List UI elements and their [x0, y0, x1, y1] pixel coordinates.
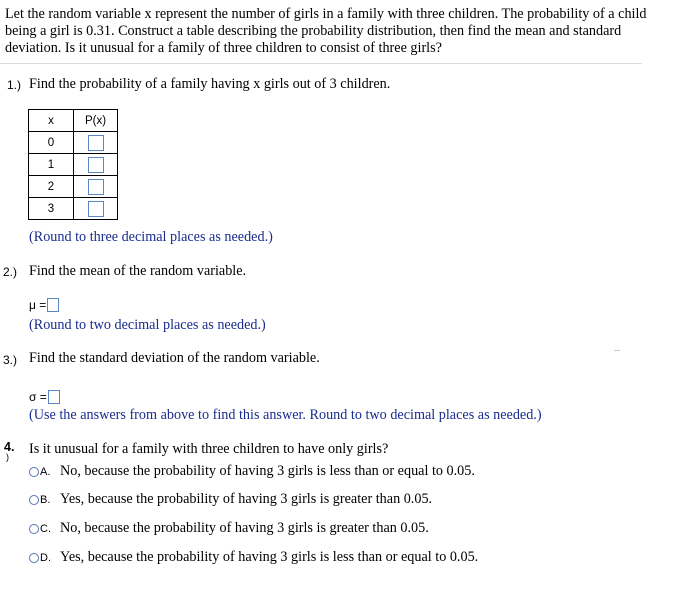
radio-c[interactable] [29, 524, 39, 534]
radio-a[interactable] [29, 467, 39, 477]
p-x2-input[interactable] [88, 179, 104, 195]
question-3-number: 3.) [3, 353, 18, 367]
option-d[interactable] [29, 549, 478, 566]
x-value: 1 [29, 154, 74, 176]
radio-b[interactable] [29, 495, 39, 505]
question-1-hint: (Round to three decimal places as needed.) [29, 229, 273, 245]
divider [0, 63, 642, 64]
option-d-text: Yes, because the probability of having 3 girls is less than or equal to 0.05. [60, 549, 479, 565]
option-b-text: Yes, because the probability of having 3 girls is greater than 0.05. [60, 491, 433, 507]
table-row [29, 176, 118, 198]
table-row [29, 154, 118, 176]
header-px: P(x) [74, 110, 118, 132]
option-b[interactable] [29, 491, 432, 508]
x-value: 3 [29, 198, 74, 220]
option-c-text: No, because the probability of having 3 girls is greater than 0.05. [60, 520, 429, 536]
p-x3-input[interactable] [88, 201, 104, 217]
table-row [29, 198, 118, 220]
sigma-label: σ = [29, 390, 47, 404]
probability-table [28, 109, 118, 220]
question-1-number: 1.) [7, 78, 22, 92]
x-value: 2 [29, 176, 74, 198]
question-2-hint: (Round to two decimal places as needed.) [29, 317, 266, 333]
option-a[interactable] [29, 463, 475, 480]
question-3-hint: (Use the answers from above to find this answer. Round to two decimal places as needed.) [29, 407, 542, 423]
option-c-letter: C. [40, 522, 51, 535]
header-x: x [29, 110, 74, 132]
mean-equation [29, 298, 59, 313]
option-d-letter: D. [40, 551, 51, 564]
question-1-text: Find the probability of a family having x girls out of 3 children. [29, 76, 391, 92]
question-4-text: Is it unusual for a family with three children to have only girls? [29, 441, 389, 457]
question-4-number-suffix: ) [6, 452, 9, 462]
scroll-tick [614, 350, 620, 351]
option-b-letter: B. [40, 493, 51, 506]
question-4-number: 4. [4, 440, 15, 454]
mu-label: μ = [29, 298, 47, 312]
std-dev-equation [29, 390, 60, 405]
question-2-number: 2.) [3, 265, 18, 279]
radio-d[interactable] [29, 553, 39, 563]
table-header-row [29, 110, 118, 132]
p-x0-input[interactable] [88, 135, 104, 151]
problem-statement: Let the random variable x represent the number of girls in a family with three children. The probability of a child being a girl is 0.31. Construct a table describing the probability distribution, then find the mean and standard deviation. Is it unusual for a family of three children to consist of three girls? [5, 6, 647, 56]
question-2-text: Find the mean of the random variable. [29, 263, 247, 279]
option-a-text: No, because the probability of having 3 girls is less than or equal to 0.05. [60, 463, 475, 479]
option-c[interactable] [29, 520, 429, 537]
x-value: 0 [29, 132, 74, 154]
p-x1-input[interactable] [88, 157, 104, 173]
option-a-letter: A. [40, 465, 51, 478]
std-dev-input[interactable] [48, 390, 60, 404]
table-row [29, 132, 118, 154]
question-3-text: Find the standard deviation of the random variable. [29, 350, 320, 366]
mean-input[interactable] [47, 298, 59, 312]
